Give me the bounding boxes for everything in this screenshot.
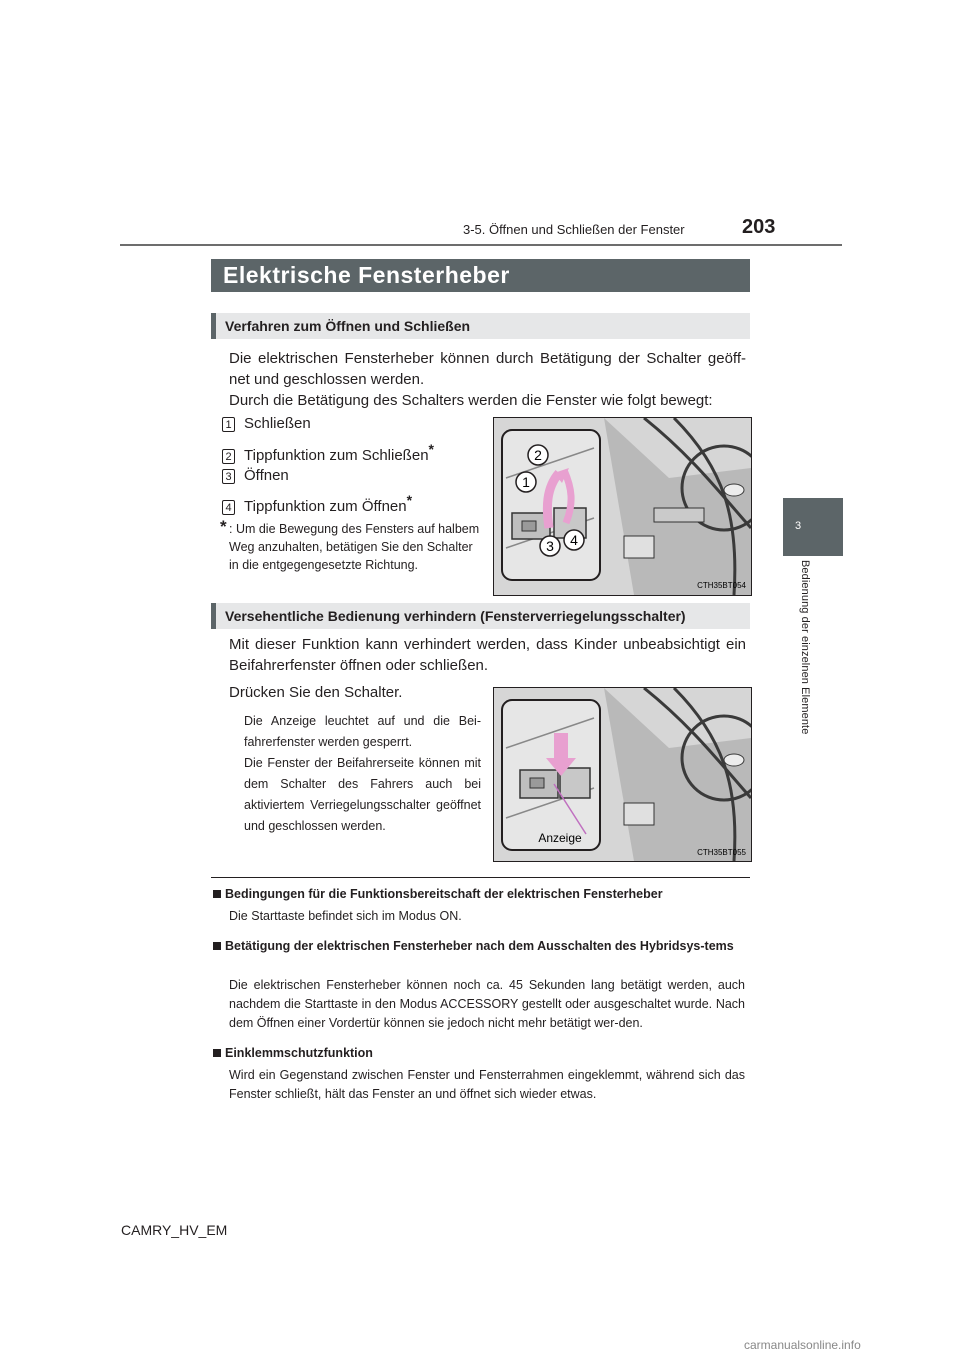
figure-code: CTH35BT055 <box>697 848 746 857</box>
list-item: 1 Schließen <box>222 415 311 432</box>
figure-window-switch <box>493 417 752 596</box>
notes-divider <box>211 877 750 878</box>
header-section-title: 3-5. Öffnen und Schließen der Fenster <box>463 222 685 237</box>
chapter-tab-number: 3 <box>795 520 802 532</box>
chapter-tab-text: Bedienung der einzelnen Elemente <box>799 560 811 735</box>
callout-1: 1 <box>522 474 530 490</box>
bullet-square-icon <box>213 942 221 950</box>
callout-2: 2 <box>534 447 542 463</box>
intro-paragraph-2: Durch die Betätigung des Schalters werden die Fenster wie folgt bewegt: <box>229 392 713 409</box>
figure-code: CTH35BT054 <box>697 581 746 590</box>
callout-3: 3 <box>546 538 554 554</box>
bullet-square-icon <box>213 1049 221 1057</box>
figure-lock-switch-drawing <box>494 688 751 861</box>
note-body: Die Starttaste befindet sich im Modus ON. <box>229 909 462 923</box>
note-body: Die elektrischen Fensterheber können noch ca. 45 Sekunden lang betätigt werden, auch nachdem die Starttaste in den Modus ACCESSORY gestellt oder ausgeschaltet wurde. Nach dem Öffnen einer Vordertür können sie jedoch nicht mehr betätigt wer-den. <box>229 978 745 1030</box>
section-heading-lock-switch: Versehentliche Bedienung verhindern (Fensterverriegelungsschalter) <box>211 603 750 629</box>
list-item: 2 Tippfunktion zum Schließen* <box>222 441 434 464</box>
figure-window-switch-drawing <box>494 418 751 595</box>
lock-intro-paragraph: Mit dieser Funktion kann verhindert werden, dass Kinder unbeabsichtigt ein Beifahrerfenster öffnen oder schließen. <box>229 636 746 674</box>
note-body: Wird ein Gegenstand zwischen Fenster und Fensterrahmen eingeklemmt, während sich das Fenster schließt, hält das Fenster an und öffnet sich wieder etwas. <box>229 1068 745 1101</box>
indicator-label: Anzeige <box>538 831 582 845</box>
lock-note-2: Die Fenster der Beifahrerseite können mit dem Schalter des Fahrers auch bei aktiviertem Verriegelungsschalter geöffnet und geschlossen werden. <box>244 756 481 833</box>
footnote: * : Um die Bewegung des Fensters auf halbem Weg anzuhalten, betätigen Sie den Schalter in die entgegengesetzte Richtung. <box>220 517 480 572</box>
figure-lock-switch <box>493 687 752 862</box>
page-number: 203 <box>742 216 776 238</box>
section-heading-operation: Verfahren zum Öffnen und Schließen <box>211 313 750 339</box>
note-heading: Bedingungen für die Funktionsbereitschaft der elektrischen Fensterheber <box>213 887 663 901</box>
callout-4: 4 <box>570 532 578 548</box>
footer-model: CAMRY_HV_EM <box>121 1222 228 1238</box>
footnote-mark: * <box>220 517 227 536</box>
chapter-tab <box>783 498 843 556</box>
list-item: 3 Öffnen <box>222 467 289 484</box>
list-item: 4 Tippfunktion zum Öffnen* <box>222 492 412 515</box>
lock-instruction: Drücken Sie den Schalter. <box>229 684 403 701</box>
header-rule <box>120 244 842 246</box>
page-title: Elektrische Fensterheber <box>211 259 750 292</box>
note-heading: Betätigung der elektrischen Fensterheber nach dem Ausschalten des Hybridsys-tems <box>213 937 747 956</box>
lock-note-1: Die Anzeige leuchtet auf und die Bei-fahrerfenster werden gesperrt. <box>244 714 481 749</box>
bullet-square-icon <box>213 890 221 898</box>
watermark: carmanualsonline.info <box>744 1338 861 1352</box>
intro-paragraph: Die elektrischen Fensterheber können durch Betätigung der Schalter geöff-net und geschlossen werden. <box>229 350 746 388</box>
note-heading: Einklemmschutzfunktion <box>213 1046 373 1060</box>
